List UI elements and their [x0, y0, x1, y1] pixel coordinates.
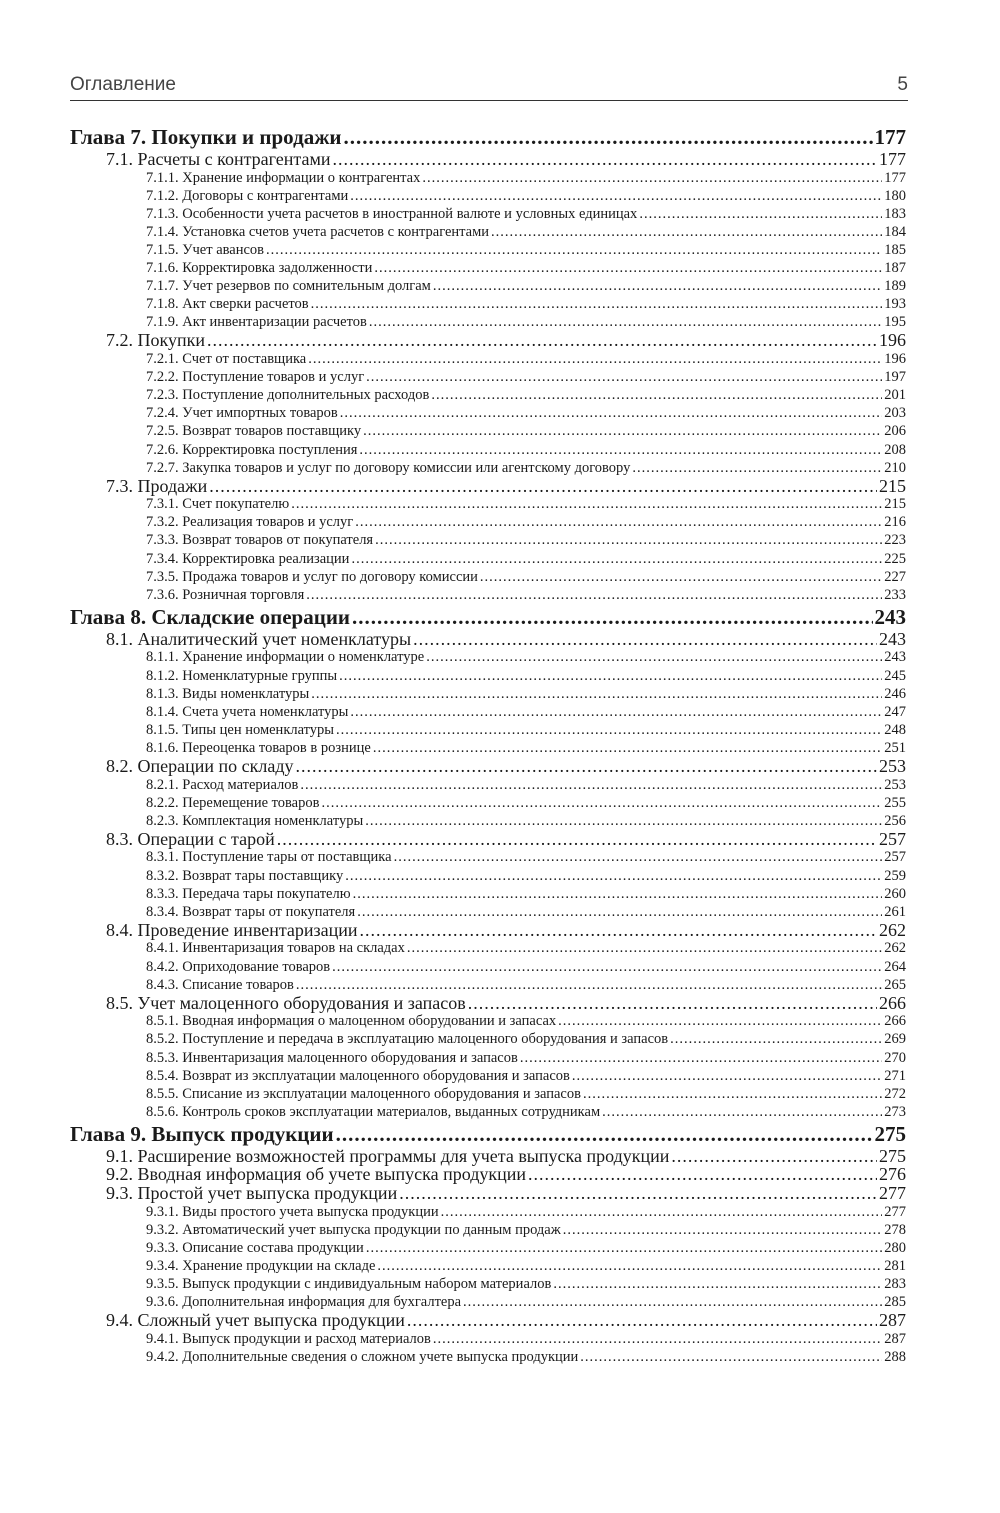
toc-subsection-entry — [70, 350, 906, 368]
toc-entry-page: 247 — [884, 703, 906, 720]
toc-entry-page: 215 — [884, 496, 906, 513]
toc-entry-title: 7.2.1. Счет от поставщика — [146, 351, 307, 368]
toc-section-entry — [70, 757, 906, 776]
dot-leader — [375, 531, 882, 549]
toc-entry-title: 9.3.3. Описание состава продукции — [146, 1239, 364, 1256]
dot-leader — [632, 459, 882, 477]
dot-leader — [366, 1239, 882, 1257]
toc-entry-page: 277 — [879, 1183, 906, 1204]
toc-entry-title: 8.4.1. Инвентаризация товаров на складах — [146, 940, 405, 957]
toc-subsection-entry — [70, 1348, 906, 1366]
dot-leader — [266, 241, 882, 259]
toc-subsection-entry — [70, 648, 906, 666]
toc-entry-page: 253 — [879, 756, 906, 776]
dot-leader — [296, 976, 882, 994]
toc-entry-page: 276 — [879, 1164, 906, 1185]
toc-subsection-entry — [70, 459, 906, 477]
dot-leader — [308, 350, 882, 368]
toc-section-entry — [70, 150, 906, 169]
toc-entry-title: 8.2. Операции по складу — [106, 756, 294, 776]
toc-entry-page: 278 — [884, 1221, 906, 1238]
toc-entry-page: 269 — [884, 1031, 906, 1048]
dot-leader — [374, 259, 882, 277]
toc-entry-title: 7.3.1. Счет покупателю — [146, 496, 290, 513]
toc-entry-page: 253 — [884, 776, 906, 793]
toc-subsection-entry — [70, 939, 906, 957]
toc-subsection-entry — [70, 685, 906, 703]
toc-section-entry — [70, 331, 906, 350]
toc-entry-title: 7.2.2. Поступление товаров и услуг — [146, 369, 365, 386]
toc-entry-title: 7.3.2. Реализация товаров и услуг — [146, 514, 354, 531]
toc-subsection-entry — [70, 739, 906, 757]
toc-entry-title: 9.3. Простой учет выпуска продукции — [106, 1183, 398, 1204]
toc-entry-page: 177 — [884, 169, 906, 186]
dot-leader — [580, 1348, 882, 1366]
toc-subsection-entry — [70, 241, 906, 259]
toc-entry-page: 215 — [879, 475, 906, 496]
toc-section-entry — [70, 994, 906, 1013]
toc-entry-title: 7.3. Продажи — [106, 475, 208, 496]
dot-leader — [583, 1085, 882, 1103]
dot-leader — [306, 586, 882, 604]
toc-subsection-entry — [70, 386, 906, 404]
toc-entry-title: 7.1.7. Учет резервов по сомнительным долгам — [146, 278, 431, 295]
toc-entry-page: 273 — [884, 1103, 906, 1120]
toc-subsection-entry — [70, 531, 906, 549]
toc-entry-page: 203 — [884, 405, 906, 422]
dot-leader — [369, 313, 882, 331]
dot-leader — [572, 1067, 882, 1085]
toc-entry-title: Глава 9. Выпуск продукции — [70, 1121, 334, 1146]
toc-entry-title: 8.3.4. Возврат тары от покупателя — [146, 903, 356, 920]
toc-entry-page: 195 — [884, 314, 906, 331]
toc-subsection-entry — [70, 259, 906, 277]
toc-entry-page: 270 — [884, 1049, 906, 1066]
toc-entry-title: 7.1.8. Акт сверки расчетов — [146, 296, 309, 313]
dot-leader — [373, 739, 882, 757]
toc-entry-title: 9.4. Сложный учет выпуска продукции — [106, 1310, 405, 1331]
toc-entry-page: 197 — [884, 369, 906, 386]
toc-section-entry — [70, 1165, 906, 1184]
toc-entry-title: 7.3.4. Корректировка реализации — [146, 550, 350, 567]
toc-subsection-entry — [70, 404, 906, 422]
toc-entry-page: 255 — [884, 794, 906, 811]
toc-subsection-entry — [70, 667, 906, 685]
dot-leader — [363, 422, 882, 440]
dot-leader — [670, 1030, 882, 1048]
toc-entry-page: 257 — [884, 849, 906, 866]
toc-subsection-entry — [70, 721, 906, 739]
toc-entry-title: 8.2.3. Комплектация номенклатуры — [146, 812, 364, 829]
dot-leader — [365, 812, 882, 830]
toc-subsection-entry — [70, 513, 906, 531]
toc-entry-title: 8.5.2. Поступление и передача в эксплуатацию малоценного оборудования и запасов — [146, 1031, 669, 1048]
table-of-contents — [70, 124, 906, 1366]
toc-entry-title: 9.4.2. Дополнительные сведения о сложном учете выпуска продукции — [146, 1348, 579, 1365]
toc-subsection-entry — [70, 568, 906, 586]
toc-entry-title: 7.3.3. Возврат товаров от покупателя — [146, 532, 374, 549]
dot-leader — [639, 205, 882, 223]
toc-entry-title: 8.3.2. Возврат тары поставщику — [146, 867, 344, 884]
toc-entry-title: 9.1. Расширение возможностей программы для учета выпуска продукции — [106, 1145, 670, 1166]
dot-leader — [340, 404, 882, 422]
toc-entry-title: 8.5.5. Списание из эксплуатации малоценного оборудования и запасов — [146, 1085, 581, 1102]
toc-subsection-entry — [70, 1257, 906, 1275]
toc-section-entry — [70, 921, 906, 940]
toc-subsection-entry — [70, 848, 906, 866]
dot-leader — [480, 568, 882, 586]
toc-entry-title: 7.2.4. Учет импортных товаров — [146, 405, 338, 422]
toc-entry-title: 7.2.7. Закупка товаров и услуг по договору комиссии или агентскому договору — [146, 459, 631, 476]
toc-section-entry — [70, 630, 906, 649]
dot-leader — [468, 994, 877, 1013]
toc-entry-title: 9.3.4. Хранение продукции на складе — [146, 1257, 376, 1274]
toc-entry-title: 9.3.2. Автоматический учет выпуска продукции по данным продаж — [146, 1221, 561, 1238]
toc-entry-page: 187 — [884, 260, 906, 277]
toc-entry-title: 8.3.3. Передача тары покупателю — [146, 885, 351, 902]
toc-entry-page: 216 — [884, 514, 906, 531]
toc-entry-page: 256 — [884, 812, 906, 829]
toc-section-entry — [70, 1184, 906, 1203]
dot-leader — [528, 1165, 877, 1184]
toc-entry-title: 8.1. Аналитический учет номенклатуры — [106, 628, 412, 649]
toc-subsection-entry — [70, 295, 906, 313]
dot-leader — [433, 277, 882, 295]
dot-leader — [463, 1293, 882, 1311]
toc-entry-title: 7.1.5. Учет авансов — [146, 241, 265, 258]
toc-subsection-entry — [70, 223, 906, 241]
dot-leader — [207, 331, 877, 350]
toc-entry-title: 7.1.3. Особенности учета расчетов в иностранной валюте и условных единицах — [146, 205, 638, 222]
header-title: Оглавление — [70, 74, 176, 95]
toc-entry-title: 8.1.1. Хранение информации о номенклатуре — [146, 649, 425, 666]
dot-leader — [399, 1184, 877, 1203]
toc-entry-title: 7.1.9. Акт инвентаризации расчетов — [146, 314, 367, 331]
dot-leader — [366, 368, 882, 386]
toc-entry-title: 8.1.6. Переоценка товаров в рознице — [146, 739, 371, 756]
toc-entry-title: 9.4.1. Выпуск продукции и расход материалов — [146, 1330, 431, 1347]
dot-leader — [351, 550, 882, 568]
dot-leader — [296, 757, 877, 776]
toc-entry-page: 184 — [884, 223, 906, 240]
toc-section-entry — [70, 1147, 906, 1166]
toc-entry-page: 243 — [879, 628, 906, 649]
toc-entry-page: 266 — [879, 992, 906, 1013]
dot-leader — [353, 885, 883, 903]
toc-entry-page: 177 — [879, 149, 906, 169]
toc-chapter-entry — [70, 124, 906, 150]
header-page-number: 5 — [897, 74, 908, 95]
toc-subsection-entry — [70, 1049, 906, 1067]
dot-leader — [413, 630, 877, 649]
dot-leader — [209, 477, 877, 496]
toc-entry-page: 287 — [879, 1310, 906, 1331]
toc-entry-page: 281 — [884, 1257, 906, 1274]
toc-entry-page: 210 — [884, 459, 906, 476]
toc-subsection-entry — [70, 277, 906, 295]
dot-leader — [357, 903, 882, 921]
toc-entry-page: 225 — [884, 550, 906, 567]
dot-leader — [431, 386, 882, 404]
toc-entry-page: 260 — [884, 885, 906, 902]
dot-leader — [558, 1012, 882, 1030]
toc-entry-page: 189 — [884, 278, 906, 295]
toc-subsection-entry — [70, 169, 906, 187]
dot-leader — [350, 703, 882, 721]
toc-subsection-entry — [70, 550, 906, 568]
dot-leader — [333, 150, 877, 169]
toc-subsection-entry — [70, 794, 906, 812]
toc-entry-page: 259 — [884, 867, 906, 884]
dot-leader — [350, 187, 882, 205]
toc-entry-title: Глава 8. Складские операции — [70, 604, 351, 629]
toc-entry-title: 7.1.4. Установка счетов учета расчетов с контрагентами — [146, 223, 490, 240]
toc-entry-page: 227 — [884, 568, 906, 585]
toc-subsection-entry — [70, 441, 906, 459]
toc-entry-page: 264 — [884, 958, 906, 975]
dot-leader — [360, 921, 877, 940]
toc-subsection-entry — [70, 586, 906, 604]
toc-entry-page: 180 — [884, 187, 906, 204]
toc-entry-title: 7.2.5. Возврат товаров поставщику — [146, 423, 362, 440]
toc-chapter-entry — [70, 604, 906, 630]
toc-entry-page: 185 — [884, 241, 906, 258]
toc-chapter-entry — [70, 1121, 906, 1147]
dot-leader — [311, 685, 882, 703]
dot-leader — [671, 1147, 877, 1166]
dot-leader — [441, 1203, 883, 1221]
toc-entry-title: 9.3.6. Дополнительная информация для бухгалтера — [146, 1294, 462, 1311]
toc-entry-page: 196 — [884, 351, 906, 368]
toc-entry-page: 183 — [884, 205, 906, 222]
toc-entry-page: 261 — [884, 903, 906, 920]
toc-entry-title: 8.1.4. Счета учета номенклатуры — [146, 703, 349, 720]
toc-subsection-entry — [70, 1012, 906, 1030]
toc-entry-page: 206 — [884, 423, 906, 440]
toc-subsection-entry — [70, 976, 906, 994]
dot-leader — [321, 794, 882, 812]
dot-leader — [336, 1121, 873, 1147]
toc-entry-title: 8.2.2. Перемещение товаров — [146, 794, 320, 811]
dot-leader — [291, 495, 882, 513]
toc-subsection-entry — [70, 703, 906, 721]
toc-entry-title: 7.1.1. Хранение информации о контрагентах — [146, 169, 421, 186]
toc-subsection-entry — [70, 1239, 906, 1257]
toc-entry-page: 271 — [884, 1067, 906, 1084]
toc-entry-title: 7.1.2. Договоры с контрагентами — [146, 187, 349, 204]
toc-section-entry — [70, 1311, 906, 1330]
toc-entry-page: 277 — [884, 1203, 906, 1220]
toc-subsection-entry — [70, 1221, 906, 1239]
toc-entry-page: 283 — [884, 1276, 906, 1293]
toc-subsection-entry — [70, 812, 906, 830]
toc-entry-page: 223 — [884, 532, 906, 549]
toc-subsection-entry — [70, 1330, 906, 1348]
toc-entry-page: 265 — [884, 976, 906, 993]
toc-entry-page: 272 — [884, 1085, 906, 1102]
toc-subsection-entry — [70, 187, 906, 205]
toc-entry-page: 246 — [884, 685, 906, 702]
dot-leader — [332, 958, 882, 976]
dot-leader — [344, 124, 873, 150]
toc-subsection-entry — [70, 495, 906, 513]
dot-leader — [352, 604, 872, 630]
toc-entry-title: 7.2.3. Поступление дополнительных расходов — [146, 387, 430, 404]
toc-entry-title: 8.5.3. Инвентаризация малоценного оборудования и запасов — [146, 1049, 518, 1066]
dot-leader — [553, 1275, 882, 1293]
toc-entry-title: 7.2.6. Корректировка поступления — [146, 441, 358, 458]
toc-entry-page: 275 — [874, 1121, 906, 1146]
toc-entry-page: 193 — [884, 296, 906, 313]
toc-entry-page: 201 — [884, 387, 906, 404]
toc-entry-page: 243 — [884, 649, 906, 666]
toc-entry-page: 275 — [879, 1145, 906, 1166]
toc-subsection-entry — [70, 422, 906, 440]
toc-entry-page: 196 — [879, 330, 906, 351]
toc-entry-title: 8.1.5. Типы цен номенклатуры — [146, 721, 335, 738]
toc-section-entry — [70, 477, 906, 496]
toc-subsection-entry — [70, 1275, 906, 1293]
toc-subsection-entry — [70, 958, 906, 976]
toc-entry-title: 8.5.1. Вводная информация о малоценном оборудовании и запасах — [146, 1013, 557, 1030]
toc-entry-page: 208 — [884, 441, 906, 458]
toc-subsection-entry — [70, 1085, 906, 1103]
toc-subsection-entry — [70, 885, 906, 903]
toc-entry-title: 8.5.4. Возврат из эксплуатации малоценного оборудования и запасов — [146, 1067, 570, 1084]
toc-entry-page: 248 — [884, 721, 906, 738]
toc-entry-title: Глава 7. Покупки и продажи — [70, 125, 342, 149]
toc-entry-title: 7.1. Расчеты с контрагентами — [106, 149, 331, 169]
dot-leader — [300, 776, 882, 794]
toc-entry-page: 262 — [884, 940, 906, 957]
toc-subsection-entry — [70, 1203, 906, 1221]
dot-leader — [407, 939, 882, 957]
dot-leader — [277, 830, 877, 849]
toc-entry-page: 243 — [874, 604, 906, 629]
toc-entry-title: 8.5. Учет малоценного оборудования и запасов — [106, 992, 466, 1013]
toc-entry-title: 9.2. Вводная информация об учете выпуска продукции — [106, 1164, 527, 1185]
toc-entry-title: 8.1.2. Номенклатурные группы — [146, 667, 338, 684]
toc-subsection-entry — [70, 205, 906, 223]
dot-leader — [359, 441, 882, 459]
toc-entry-page: 245 — [884, 667, 906, 684]
toc-subsection-entry — [70, 867, 906, 885]
toc-entry-title: 8.4.2. Оприходование товаров — [146, 958, 331, 975]
toc-entry-title: 7.3.5. Продажа товаров и услуг по договору комиссии — [146, 568, 478, 585]
toc-subsection-entry — [70, 1030, 906, 1048]
toc-entry-title: 8.3.1. Поступление тары от поставщика — [146, 849, 392, 866]
dot-leader — [520, 1049, 882, 1067]
toc-entry-title: 8.2.1. Расход материалов — [146, 776, 299, 793]
dot-leader — [345, 867, 882, 885]
toc-entry-page: 233 — [884, 586, 906, 603]
toc-entry-title: 8.4.3. Списание товаров — [146, 976, 294, 993]
toc-entry-title: 7.3.6. Розничная торговля — [146, 586, 305, 603]
toc-entry-title: 8.4. Проведение инвентаризации — [106, 919, 358, 940]
toc-entry-page: 288 — [884, 1348, 906, 1365]
dot-leader — [336, 721, 882, 739]
toc-subsection-entry — [70, 776, 906, 794]
toc-entry-title: 8.3. Операции с тарой — [106, 828, 275, 849]
toc-entry-title: 9.3.1. Виды простого учета выпуска продукции — [146, 1203, 439, 1220]
toc-entry-page: 262 — [879, 919, 906, 940]
dot-leader — [377, 1257, 882, 1275]
toc-entry-page: 177 — [874, 125, 906, 149]
toc-entry-page: 285 — [884, 1294, 906, 1311]
dot-leader — [426, 648, 882, 666]
dot-leader — [394, 848, 883, 866]
toc-entry-title: 8.5.6. Контроль сроков эксплуатации материалов, выданных сотрудникам — [146, 1103, 601, 1120]
toc-entry-page: 251 — [884, 739, 906, 756]
dot-leader — [422, 169, 882, 187]
toc-subsection-entry — [70, 903, 906, 921]
dot-leader — [355, 513, 882, 531]
toc-subsection-entry — [70, 368, 906, 386]
dot-leader — [602, 1103, 882, 1121]
dot-leader — [433, 1330, 882, 1348]
toc-entry-title: 7.1.6. Корректировка задолженности — [146, 260, 373, 277]
toc-entry-page: 287 — [884, 1330, 906, 1347]
toc-subsection-entry — [70, 1067, 906, 1085]
toc-entry-page: 280 — [884, 1239, 906, 1256]
toc-section-entry — [70, 830, 906, 849]
toc-entry-title: 7.2. Покупки — [106, 330, 205, 351]
dot-leader — [339, 667, 882, 685]
toc-subsection-entry — [70, 1293, 906, 1311]
dot-leader — [563, 1221, 883, 1239]
toc-entry-page: 257 — [879, 828, 906, 849]
dot-leader — [407, 1311, 877, 1330]
dot-leader — [311, 295, 883, 313]
toc-entry-title: 9.3.5. Выпуск продукции с индивидуальным набором материалов — [146, 1276, 552, 1293]
running-header — [70, 70, 908, 101]
toc-entry-title: 8.1.3. Виды номенклатуры — [146, 685, 310, 702]
toc-entry-page: 266 — [884, 1013, 906, 1030]
toc-subsection-entry — [70, 313, 906, 331]
toc-subsection-entry — [70, 1103, 906, 1121]
dot-leader — [491, 223, 882, 241]
